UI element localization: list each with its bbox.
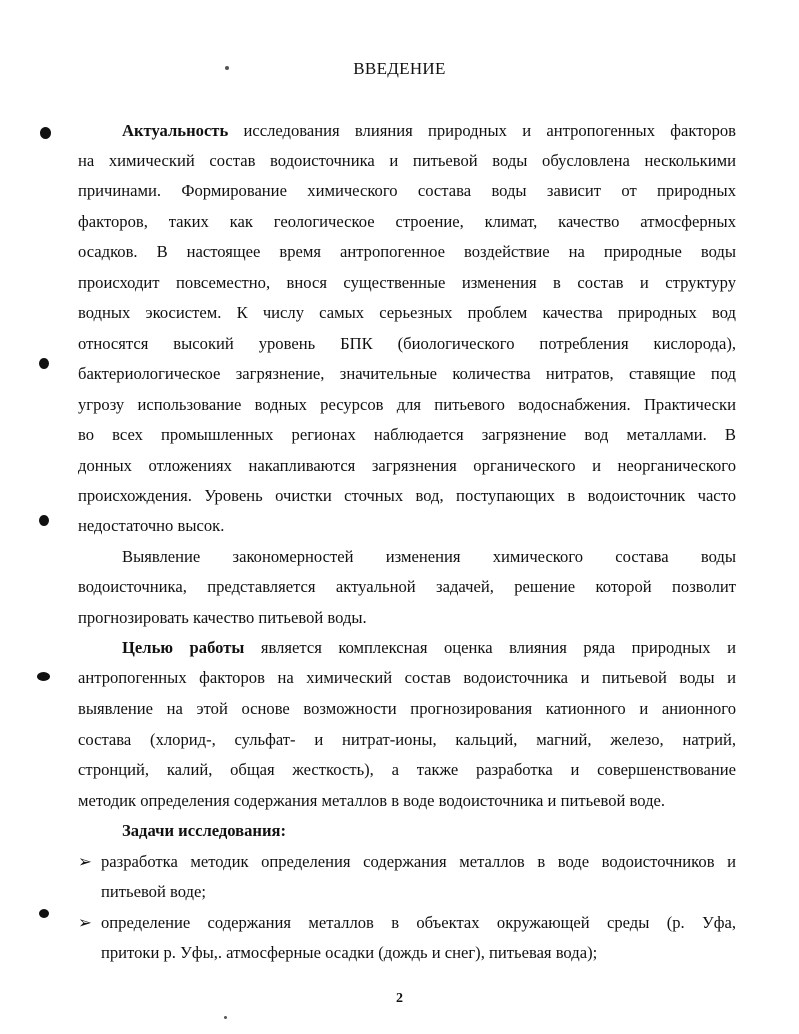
bullet-continuation: притоки р. Уфы,. атмосферные осадки (дождь и снег), питьевая вода); (101, 943, 598, 962)
punch-hole-mark (40, 127, 51, 139)
paragraph-line: во всех промышленных регионах наблюдается загрязнение вод металлами. В (78, 425, 736, 444)
paragraph-line: Выявление закономерностей изменения химического состава воды (122, 547, 736, 566)
bullet-item (78, 852, 736, 872)
line-text: исследования влияния природных и антропогенных факторов (228, 121, 736, 140)
bold-lead-term: Целью работы (122, 638, 245, 657)
bullet-continuation: питьевой воде; (101, 882, 206, 901)
tasks-heading: Задачи исследования: (122, 821, 287, 840)
paragraph-line: угрозу использование водных ресурсов для питьевого водоснабжения. Практически (78, 395, 736, 414)
paragraph-line: стронций, калий, общая жесткость), а также разработка и совершенствование (78, 760, 736, 779)
paragraph-line: водоисточника, представляется актуальной задачей, решение которой позволит (78, 577, 736, 596)
punch-hole-mark (39, 515, 49, 526)
paragraph-line: причинами. Формирование химического состава воды зависит от природных (78, 181, 736, 200)
paragraph-line: водных экосистем. К числу самых серьезных проблем качества природных вод (78, 303, 736, 322)
paragraph-line: на химический состав водоисточника и питьевой воды обусловлена несколькими (78, 151, 736, 170)
page-title: ВВЕДЕНИЕ (353, 59, 446, 78)
paragraph-line: методик определения содержания металлов в воде водоисточника и питьевой воде. (78, 791, 666, 810)
bullet-text: определение содержания металлов в объектах окружающей среды (р. Уфа, (101, 913, 736, 932)
arrow-bullet-icon: ➢ (78, 852, 92, 871)
punch-hole-mark (39, 909, 49, 918)
bullet-text: разработка методик определения содержания металлов в воде водоисточников и (101, 852, 736, 871)
scan-speck (224, 1016, 227, 1019)
paragraph-line: осадков. В настоящее время антропогенное воздействие на природные воды (78, 242, 736, 261)
paragraph-line (122, 121, 736, 141)
paragraph-line: происходит повсеместно, внося существенные изменения в состав и структуру (78, 273, 736, 292)
paragraph-line: прогнозировать качество питьевой воды. (78, 608, 367, 627)
paragraph-line: бактериологическое загрязнение, значительные количества нитратов, ставящие под (78, 364, 736, 383)
punch-hole-mark (39, 358, 49, 369)
paragraph-line: недостаточно высок. (78, 516, 225, 535)
page-number: 2 (396, 991, 403, 1006)
paragraph-line: происхождения. Уровень очистки сточных вод, поступающих в водоисточник часто (78, 486, 736, 505)
paragraph-line: факторов, таких как геологическое строение, климат, качество атмосферных (78, 212, 736, 231)
paragraph-line (122, 638, 736, 658)
paragraph-line: антропогенных факторов на химический состав водоисточника и питьевой воды и (78, 668, 736, 687)
arrow-bullet-icon: ➢ (78, 913, 92, 932)
paragraph-line: выявление на этой основе возможности прогнозирования катионного и анионного (78, 699, 736, 718)
line-text: является комплексная оценка влияния ряда природных и (244, 638, 736, 657)
paragraph-line: относятся высокий уровень БПК (биологического потребления кислорода), (78, 334, 736, 353)
paragraph-line: состава (хлорид-, сульфат- и нитрат-ионы, кальций, магний, железо, натрий, (78, 730, 736, 749)
bullet-item (78, 913, 736, 933)
paragraph-line: донных отложениях накапливаются загрязнения органического и неорганического (78, 456, 736, 475)
bold-lead-term: Актуальность (122, 121, 229, 140)
punch-hole-mark (37, 672, 50, 681)
